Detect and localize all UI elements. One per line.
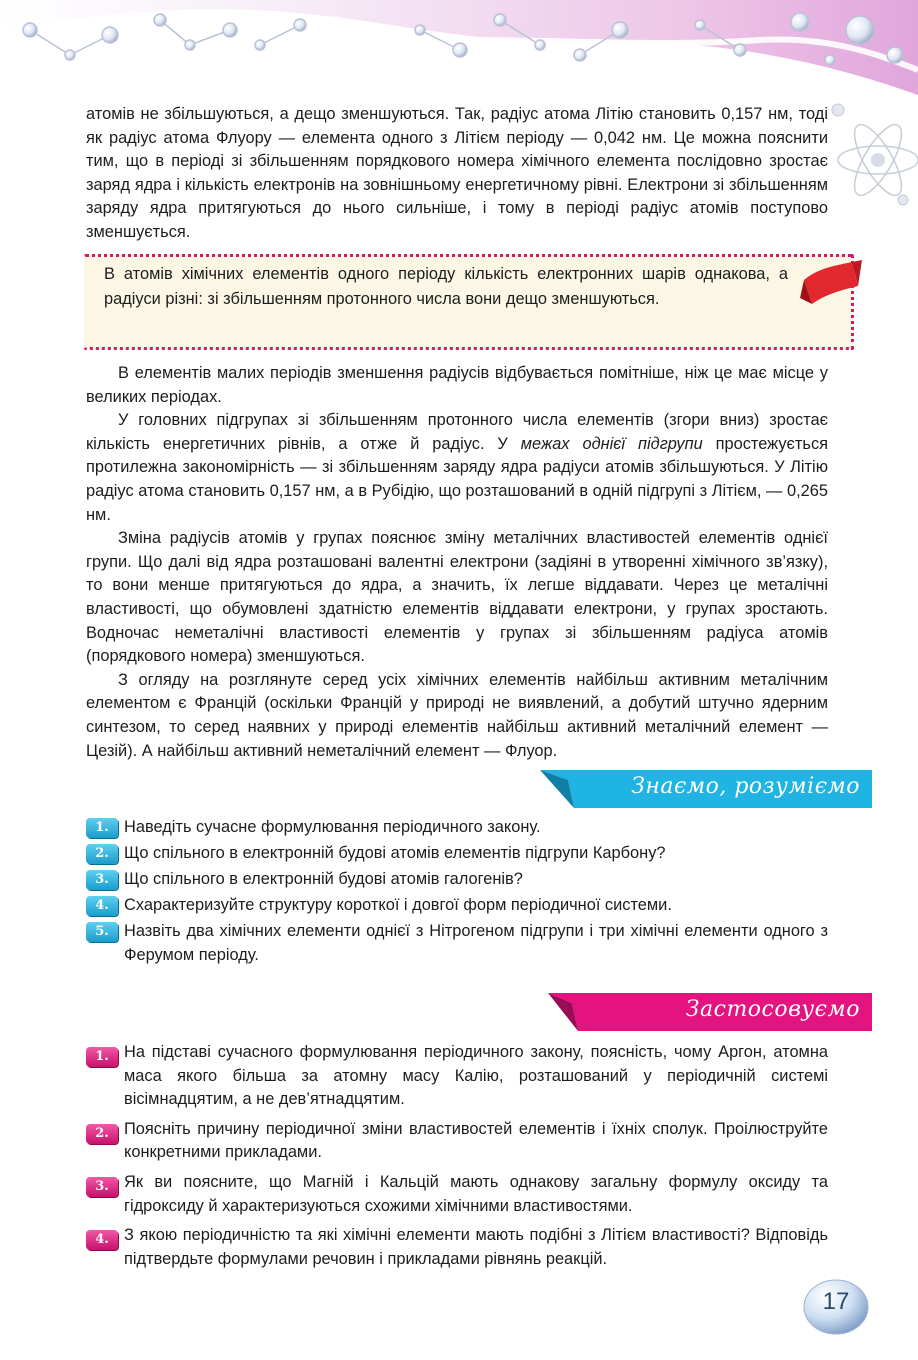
section-banner-apply-label-wrap [548, 993, 872, 1031]
bookmark-ribbon-icon [800, 258, 862, 308]
question-text: Поясніть причину періодичної зміни властивостей елементів і їхніх сполук. Проілюструйте конкретними прикладами. [124, 1119, 828, 1162]
section-banner-know-label-wrap [540, 770, 872, 808]
question-item [86, 816, 828, 840]
question-number-badge: 3. [86, 1177, 118, 1197]
question-item [86, 894, 828, 918]
question-text: З якою періодичністю та які хімічні елементи мають подібні з Літієм властивості? Відповідь підтвердьте формулами речовин і прикладами рівнянь реакцій. [124, 1226, 828, 1268]
question-text: Схарактеризуйте структуру короткої і довгої форм періодичної системи. [124, 896, 672, 915]
question-list-know [86, 816, 828, 970]
paragraph-text: простежується протилежна закономірність — зі збільшенням заряду ядра радіуси атомів збільшуються. У Літію радіус атома становить 0,157 нм, а в Рубідію, що розташований в одній підгрупі з Літієм, — 0,265 нм. [86, 434, 829, 524]
question-text: Що спільного в електронній будові атомів елементів підгрупи Карбону? [124, 844, 666, 863]
question-text: Назвіть два хімічних елементи однієї з Нітрогеном підгрупи і три хімічні елементи одного з Ферумом періоду. [124, 922, 828, 964]
page-number: 17 [822, 1288, 850, 1315]
question-number-badge: 4. [86, 896, 118, 916]
question-item [86, 1041, 828, 1112]
question-number-badge: 4. [86, 1230, 118, 1250]
paragraph-intro [86, 103, 828, 245]
question-text: Що спільного в електронній будові атомів галогенів? [124, 870, 523, 889]
question-number-badge: 2. [86, 1124, 118, 1144]
question-number-badge: 5. [86, 922, 118, 942]
section-title: Застосовуємо [685, 997, 860, 1022]
question-number-badge: 1. [86, 1047, 118, 1067]
paragraph-text: У головних підгрупах зі збільшенням протонного числа елементів (згори вниз) зростає кількість енергетичних рівнів, а отже й радіус. У [86, 411, 828, 453]
paragraph-subgroups [86, 409, 828, 527]
emphasis-text: межах однієї підгрупи [520, 434, 703, 453]
question-text: Наведіть сучасне формулювання періодичного закону. [124, 818, 541, 836]
question-number-badge: 2. [86, 844, 118, 864]
question-text: На підставі сучасного формулювання періодичного закону, поясність, чому Аргон, атомна маса якого більша за атомну масу Калію, розташований у періодичній системі вісімнадцятим, а не дев’ятнадцятим. [124, 1043, 828, 1109]
question-item [86, 842, 828, 866]
paragraph-text: З огляду на розглянуте серед усіх хімічних елементів найбільш активним металічним елементом є Францій (оскільки Францій у природі не виявлений, а добутий штучно ядерним синтезом, то серед наявних у природі елементів найбільш активний металічний елемент — Цезій). А найбільш активний неметалічний елемент — Флуор. [86, 670, 828, 760]
rule-callout-text: В атомів хімічних елементів одного періоду кількість електронних шарів однакова, а радіуси різні: зі збільшенням протонного числа вони дещо зменшуються. [104, 265, 788, 308]
question-number-badge: 3. [86, 870, 118, 890]
question-list-apply [86, 1041, 828, 1277]
body-paragraphs [86, 362, 828, 763]
question-item [86, 1171, 828, 1218]
question-item [86, 1118, 828, 1165]
paragraph-text: В елементів малих періодів зменшення радіусів відбувається помітніше, ніж це має місце у великих періодах. [86, 364, 828, 406]
section-title: Знаємо, розуміємо [631, 774, 860, 799]
question-text: Як ви поясните, що Магній і Кальцій мають однакову загальну формулу оксиду та гідроксиду й характеризуються схожими хімічними властивостями. [124, 1172, 828, 1215]
paragraph-text: Зміна радіусів атомів у групах пояснює зміну металічних властивостей елементів однієї групи. Що далі від ядра розташовані валентні електрони (задіяні в утворенні хімічного зв’язку), то вони менше притягуються до ядра, а значить, їх легше віддавати. Через це металічні властивості, що обумовлені здатністю елементів віддавати електрони, у групах зростають. Водночас неметалічні властивості елементів у групах зі збільшенням радіуса атомів (порядкового номера) зменшуються. [86, 529, 828, 666]
question-item [86, 920, 828, 967]
question-item [86, 868, 828, 892]
atom-icon [818, 90, 918, 220]
page-number-bubble [802, 1278, 870, 1336]
paragraph-text: атомів не збільшуються, а дещо зменшуються. Так, радіус атома Літію становить 0,157 нм, тоді як радіус атома Флуору — елемента одного з Літієм періоду — 0,042 нм. Це можна пояснити тим, що в періоді зі збільшенням порядкового номера хімічного елемента послідовно зростає заряд ядра і кількість електронів на зовнішньому енергетичному рівні. Електрони зі збільшенням заряду ядра притягуються до нього сильніше, і тому в періоді радіус атомів поступово зменшується. [86, 105, 828, 241]
question-item [86, 1224, 828, 1271]
molecule-header-decoration [0, 0, 918, 110]
question-number-badge: 1. [86, 818, 118, 838]
